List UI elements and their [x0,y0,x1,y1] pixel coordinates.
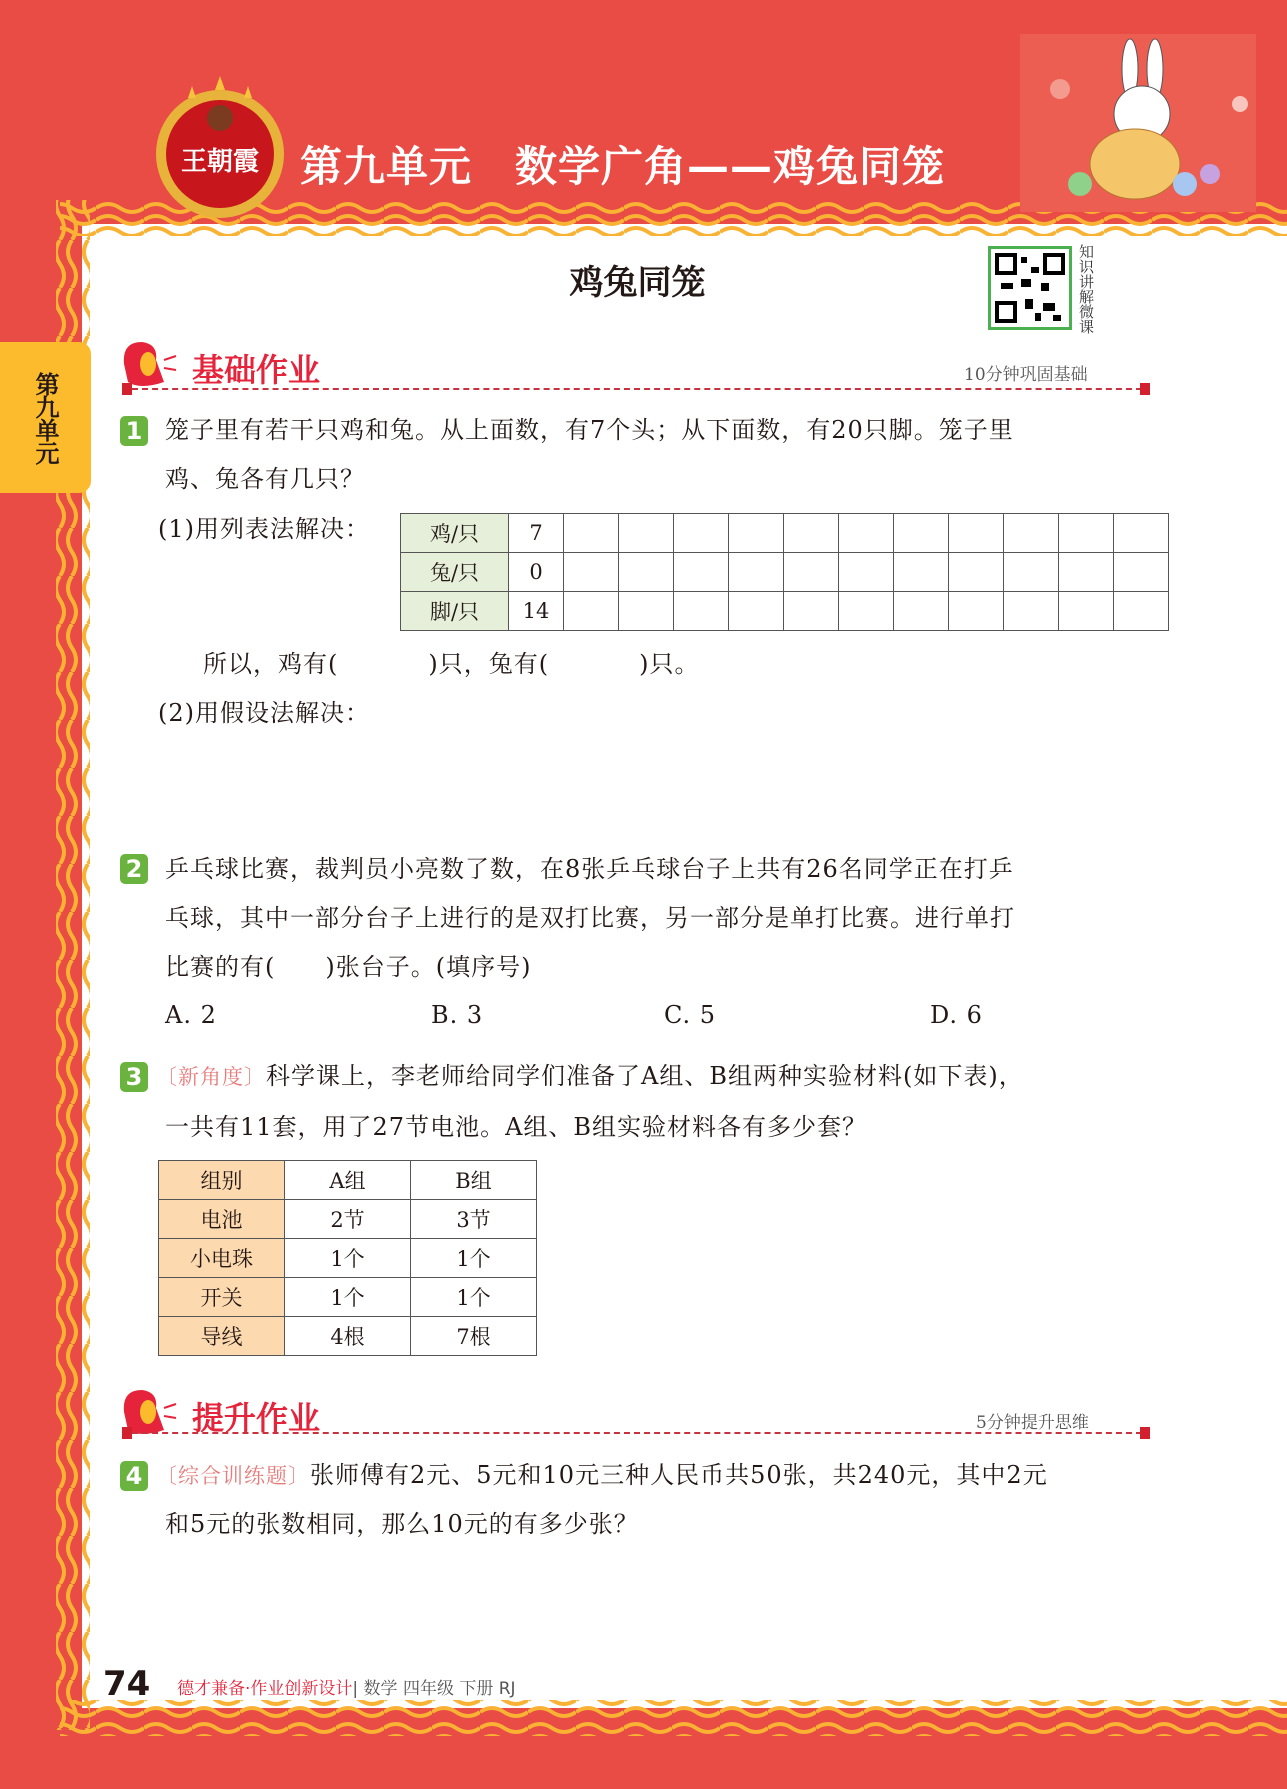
row-label: 小电珠 [159,1239,285,1278]
table-row [159,1161,537,1200]
question-number-badge: 4 [120,1461,148,1491]
q2-option-b[interactable]: B. 3 [431,1001,484,1029]
table-cell[interactable] [894,514,949,553]
section-note-advanced: 5分钟提升思维 [976,1413,1089,1433]
table-cell: 14 [509,592,564,631]
table-cell[interactable] [949,592,1004,631]
table-row [401,553,1169,592]
side-tab-unit[interactable] [0,342,91,493]
section-note-basic: 10分钟巩固基础 [964,365,1088,385]
q1-answer-area[interactable] [165,740,1165,840]
q2-option-a[interactable]: A. 2 [165,1001,217,1029]
brand-logo [152,74,288,224]
q2-text-line2: 乓球，其中一部分台子上进行的是双打比赛，另一部分是单打比赛。进行单打 [165,904,1015,932]
answer-text: 所以，鸡有( [203,650,339,678]
table-cell[interactable] [839,592,894,631]
table-cell[interactable] [1004,553,1059,592]
lesson-title: 鸡兔同笼 [569,263,706,303]
table-cell: 1个 [411,1239,537,1278]
brand-name: 德才兼备·作业创新设计 [177,1679,353,1699]
table-cell: B组 [411,1161,537,1200]
unit-title: 第九单元 数学广角——鸡兔同笼 [300,142,946,191]
table-cell[interactable] [564,592,619,631]
book-info: | 数学 四年级 下册 RJ [352,1679,516,1699]
table-cell[interactable] [1059,592,1114,631]
question-number-badge: 2 [120,854,148,884]
answer-text: )只，兔有( [428,650,550,678]
table-cell[interactable] [839,514,894,553]
qr-code[interactable] [988,246,1072,330]
table-row [159,1278,537,1317]
table-cell[interactable] [1004,592,1059,631]
section-title-advanced: 提升作业 [192,1399,321,1437]
q1-answer-line [203,640,699,689]
table-cell[interactable] [949,553,1004,592]
divider-end [122,383,132,395]
table-cell: 1个 [411,1278,537,1317]
row-label: 电池 [159,1200,285,1239]
q1-text-line1: 笼子里有若干只鸡和兔。从上面数，有7个头；从下面数，有20只脚。笼子里 [165,416,1014,444]
table-cell[interactable] [1114,592,1169,631]
table-cell[interactable] [1114,553,1169,592]
q1-part1-label: (1)用列表法解决： [158,515,370,543]
table-cell: A组 [285,1161,411,1200]
footer-brand [177,1674,516,1699]
table-cell: 3节 [411,1200,537,1239]
section-divider [132,1432,1142,1434]
table-row [159,1200,537,1239]
section-title-basic: 基础作业 [192,351,321,389]
q2-text-line3: 比赛的有( )张台子。(填序号) [165,953,532,981]
table-cell[interactable] [839,553,894,592]
q4-tag: 〔综合训练题〕 [156,1464,310,1488]
divider-end [1140,383,1150,395]
qr-label: 知识讲解微课 [1077,244,1095,334]
table-cell[interactable] [674,592,729,631]
q1-listing-table [400,513,1169,631]
q4-text-line2: 和5元的张数相同，那么10元的有多少张？ [165,1510,639,1538]
table-cell[interactable] [784,553,839,592]
table-cell[interactable] [894,592,949,631]
table-cell[interactable] [894,553,949,592]
q3-text-line1 [156,1052,1024,1102]
rabbit-chicken-illustration [1020,34,1256,212]
q4-text: 张师傅有2元、5元和10元三种人民币共50张，共240元，其中2元 [310,1461,1048,1489]
q3-tag: 〔新角度〕 [156,1065,266,1089]
table-cell[interactable] [674,553,729,592]
table-row [401,514,1169,553]
q4-text-line1 [156,1451,1048,1501]
qr-code-icon [991,249,1069,327]
q3-materials-table [158,1160,537,1356]
q1-part2-label: (2)用假设法解决： [158,699,370,727]
q2-option-c[interactable]: C. 5 [664,1001,717,1029]
q2-text-line1: 乒乓球比赛，裁判员小亮数了数，在8张乒乓球台子上共有26名同学正在打乒 [165,855,1014,883]
q1-text-line2: 鸡、兔各有几只？ [165,465,365,493]
table-cell[interactable] [619,553,674,592]
table-cell[interactable] [564,514,619,553]
table-cell[interactable] [729,553,784,592]
table-cell[interactable] [674,514,729,553]
q2-option-d[interactable]: D. 6 [930,1001,983,1029]
table-cell: 1个 [285,1239,411,1278]
answer-text: )只。 [639,650,700,678]
table-cell[interactable] [619,514,674,553]
question-number-badge: 3 [120,1062,148,1092]
table-cell[interactable] [784,514,839,553]
logo-text: 王朝霞 [180,147,260,177]
row-label: 导线 [159,1317,285,1356]
row-label: 开关 [159,1278,285,1317]
row-label: 组别 [159,1161,285,1200]
table-cell[interactable] [729,592,784,631]
divider-end [1140,1427,1150,1439]
table-cell[interactable] [564,553,619,592]
table-cell: 1个 [285,1278,411,1317]
table-cell[interactable] [1059,514,1114,553]
q3-text: 科学课上，李老师给同学们准备了A组、B组两种实验材料(如下表)， [266,1062,1024,1090]
side-tab-label: 第九单元 [31,371,59,464]
q3-text-line2: 一共有11套，用了27节电池。A组、B组实验材料各有多少套？ [165,1113,868,1141]
table-cell[interactable] [1059,553,1114,592]
table-row [159,1239,537,1278]
table-cell[interactable] [619,592,674,631]
divider-end [122,1427,132,1439]
table-row [401,592,1169,631]
row-label: 兔/只 [401,553,509,592]
table-cell[interactable] [784,592,839,631]
question-number-badge: 1 [120,416,148,446]
table-cell[interactable] [1004,514,1059,553]
table-cell: 2节 [285,1200,411,1239]
table-cell: 7 [509,514,564,553]
page-number: 74 [103,1664,151,1704]
row-label: 脚/只 [401,592,509,631]
table-cell: 4根 [285,1317,411,1356]
table-cell[interactable] [1114,514,1169,553]
section-divider [132,388,1142,390]
table-cell[interactable] [729,514,784,553]
table-cell: 0 [509,553,564,592]
table-row [159,1317,537,1356]
row-label: 鸡/只 [401,514,509,553]
table-cell: 7根 [411,1317,537,1356]
table-cell[interactable] [949,514,1004,553]
